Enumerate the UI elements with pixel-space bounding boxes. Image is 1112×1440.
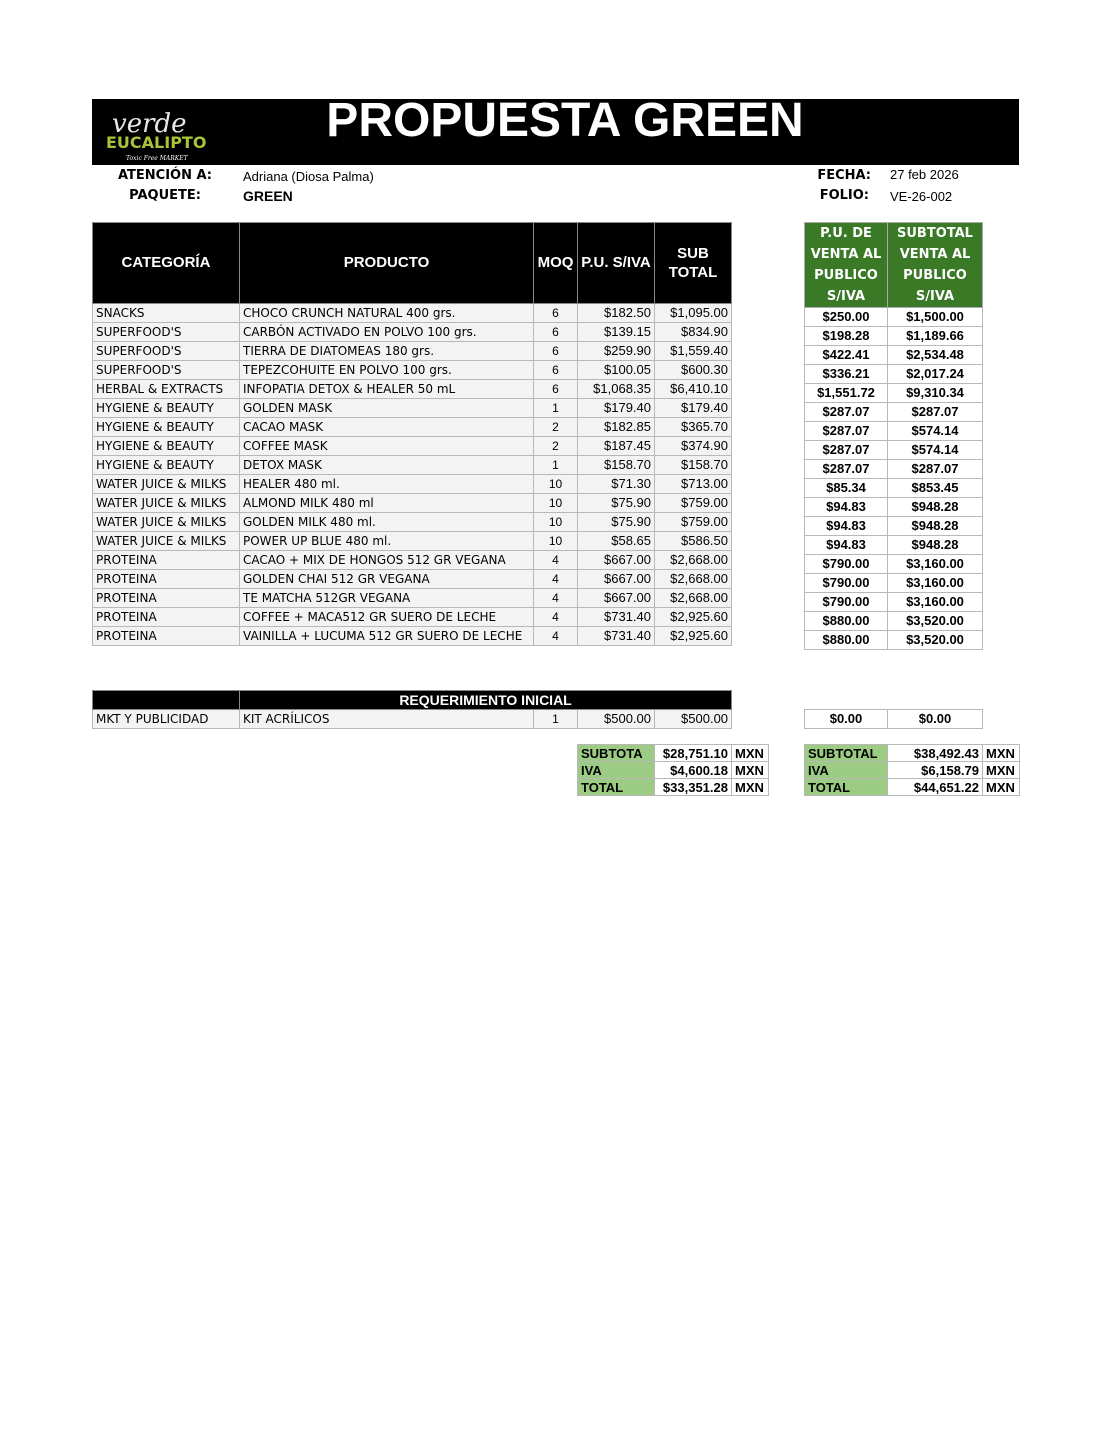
subtotal-label: SUBTOTA	[578, 745, 655, 762]
fecha-label: FECHA:	[817, 168, 871, 183]
public-unit-price: $287.07	[805, 460, 888, 479]
row-category: SUPERFOOD'S	[93, 323, 240, 342]
requirement-table	[92, 690, 732, 729]
row-moq: 6	[534, 323, 578, 342]
public-unit-price: $1,551.72	[805, 384, 888, 403]
public-table-row	[805, 327, 983, 346]
table-row	[93, 399, 732, 418]
public-subtotal: $948.28	[888, 498, 983, 517]
public-unit-price: $880.00	[805, 612, 888, 631]
row-product: DETOX MASK	[240, 456, 534, 475]
public-unit-price: $94.83	[805, 517, 888, 536]
row-category: PROTEINA	[93, 551, 240, 570]
table-row	[93, 475, 732, 494]
row-moq: 10	[534, 475, 578, 494]
public-table-row	[805, 403, 983, 422]
row-product: TEPEZCOHUITE EN POLVO 100 grs.	[240, 361, 534, 380]
table-row	[93, 494, 732, 513]
public-subtotal: $853.45	[888, 479, 983, 498]
row-unit-price: $71.30	[578, 475, 655, 494]
public-iva-currency: MXN	[983, 762, 1020, 779]
requirement-public-sub: $0.00	[888, 710, 983, 729]
row-unit-price: $75.90	[578, 513, 655, 532]
public-table-row	[805, 479, 983, 498]
subtotal-currency: MXN	[732, 745, 769, 762]
row-category: WATER JUICE & MILKS	[93, 532, 240, 551]
requirement-moq: 1	[534, 710, 578, 729]
public-subtotal: $9,310.34	[888, 384, 983, 403]
row-moq: 6	[534, 304, 578, 323]
folio-label: FOLIO:	[819, 188, 869, 203]
public-table-row	[805, 631, 983, 650]
row-category: SUPERFOOD'S	[93, 361, 240, 380]
public-table-row	[805, 517, 983, 536]
public-unit-price: $287.07	[805, 441, 888, 460]
row-product: HEALER 480 ml.	[240, 475, 534, 494]
row-subtotal: $713.00	[655, 475, 732, 494]
products-header-row	[93, 223, 732, 304]
row-unit-price: $100.05	[578, 361, 655, 380]
row-moq: 10	[534, 513, 578, 532]
table-row	[93, 551, 732, 570]
row-category: HYGIENE & BEAUTY	[93, 456, 240, 475]
row-unit-price: $667.00	[578, 551, 655, 570]
row-unit-price: $731.40	[578, 627, 655, 646]
row-subtotal: $2,925.60	[655, 608, 732, 627]
row-unit-price: $187.45	[578, 437, 655, 456]
row-moq: 4	[534, 608, 578, 627]
requirement-header: REQUERIMIENTO INICIAL	[240, 691, 732, 710]
public-subtotal: $3,160.00	[888, 555, 983, 574]
table-row	[93, 570, 732, 589]
public-unit-price: $198.28	[805, 327, 888, 346]
row-unit-price: $182.85	[578, 418, 655, 437]
products-table	[92, 222, 732, 646]
fecha-value: 27 feb 2026	[890, 167, 959, 182]
table-row	[93, 342, 732, 361]
requirement-prod: KIT ACRÍLICOS	[240, 710, 534, 729]
requirement-row	[93, 710, 732, 729]
row-moq: 4	[534, 627, 578, 646]
table-row	[93, 380, 732, 399]
public-subtotal: $3,520.00	[888, 612, 983, 631]
public-table-row	[805, 365, 983, 384]
requirement-sub: $500.00	[655, 710, 732, 729]
public-table-row	[805, 593, 983, 612]
row-moq: 4	[534, 589, 578, 608]
public-subtotal: $948.28	[888, 517, 983, 536]
row-moq: 4	[534, 551, 578, 570]
row-product: CARBÓN ACTIVADO EN POLVO 100 grs.	[240, 323, 534, 342]
row-unit-price: $182.50	[578, 304, 655, 323]
row-category: PROTEINA	[93, 608, 240, 627]
public-table-row	[805, 441, 983, 460]
subtotal-row	[578, 745, 769, 762]
public-total-label: TOTAL	[805, 779, 888, 796]
public-table-row	[805, 498, 983, 517]
row-moq: 1	[534, 456, 578, 475]
row-subtotal: $374.90	[655, 437, 732, 456]
public-unit-price: $94.83	[805, 498, 888, 517]
public-subtotal-row	[805, 745, 1020, 762]
row-moq: 2	[534, 418, 578, 437]
row-unit-price: $731.40	[578, 608, 655, 627]
public-subtotal: $574.14	[888, 441, 983, 460]
row-subtotal: $759.00	[655, 494, 732, 513]
public-subtotal: $1,189.66	[888, 327, 983, 346]
table-row	[93, 304, 732, 323]
row-moq: 6	[534, 361, 578, 380]
public-subtotal: $287.07	[888, 403, 983, 422]
public-table-row	[805, 612, 983, 631]
public-unit-price: $790.00	[805, 593, 888, 612]
row-moq: 10	[534, 494, 578, 513]
page-title: PROPUESTA GREEN	[326, 94, 804, 147]
table-row	[93, 361, 732, 380]
public-unit-price: $790.00	[805, 574, 888, 593]
public-unit-price: $422.41	[805, 346, 888, 365]
paquete-value: GREEN	[243, 188, 293, 204]
total-row	[578, 779, 769, 796]
public-unit-price: $790.00	[805, 555, 888, 574]
atencion-value: Adriana (Diosa Palma)	[243, 169, 374, 184]
row-unit-price: $58.65	[578, 532, 655, 551]
row-product: VAINILLA + LUCUMA 512 GR SUERO DE LECHE	[240, 627, 534, 646]
public-subtotal-label: SUBTOTAL	[805, 745, 888, 762]
requirement-public-table	[804, 709, 983, 729]
header-producto: PRODUCTO	[240, 223, 534, 304]
public-iva-row	[805, 762, 1020, 779]
row-unit-price: $158.70	[578, 456, 655, 475]
header-categoria: CATEGORÍA	[93, 223, 240, 304]
row-product: COFFEE MASK	[240, 437, 534, 456]
table-row	[93, 627, 732, 646]
row-subtotal: $2,925.60	[655, 627, 732, 646]
public-iva-value: $6,158.79	[888, 762, 983, 779]
table-row	[93, 323, 732, 342]
row-product: CACAO MASK	[240, 418, 534, 437]
requirement-header-row	[93, 691, 732, 710]
row-category: HYGIENE & BEAUTY	[93, 418, 240, 437]
paquete-label: PAQUETE:	[129, 188, 201, 203]
header-public-subtotal: SUBTOTAL VENTA AL PUBLICO S/IVA	[888, 223, 983, 308]
public-table-row	[805, 308, 983, 327]
public-total-value: $44,651.22	[888, 779, 983, 796]
row-category: HERBAL & EXTRACTS	[93, 380, 240, 399]
public-unit-price: $94.83	[805, 536, 888, 555]
requirement-public-row	[805, 710, 983, 729]
public-subtotal: $287.07	[888, 460, 983, 479]
row-product: GOLDEN MILK 480 ml.	[240, 513, 534, 532]
header-moq: MOQ	[534, 223, 578, 304]
subtotal-value: $28,751.10	[655, 745, 732, 762]
row-subtotal: $600.30	[655, 361, 732, 380]
public-unit-price: $85.34	[805, 479, 888, 498]
requirement-pu: $500.00	[578, 710, 655, 729]
total-currency: MXN	[732, 779, 769, 796]
row-moq: 4	[534, 570, 578, 589]
header-public-pu: P.U. DE VENTA AL PUBLICO S/IVA	[805, 223, 888, 308]
row-unit-price: $179.40	[578, 399, 655, 418]
public-unit-price: $250.00	[805, 308, 888, 327]
header-pu: P.U. S/IVA	[578, 223, 655, 304]
table-row	[93, 608, 732, 627]
public-unit-price: $287.07	[805, 403, 888, 422]
row-subtotal: $6,410.10	[655, 380, 732, 399]
row-category: PROTEINA	[93, 589, 240, 608]
table-row	[93, 456, 732, 475]
public-subtotal: $2,017.24	[888, 365, 983, 384]
row-unit-price: $1,068.35	[578, 380, 655, 399]
public-unit-price: $336.21	[805, 365, 888, 384]
public-subtotal: $3,160.00	[888, 593, 983, 612]
logo-tagline: Toxic Free MARKET	[126, 155, 188, 162]
row-category: SUPERFOOD'S	[93, 342, 240, 361]
row-subtotal: $158.70	[655, 456, 732, 475]
row-category: SNACKS	[93, 304, 240, 323]
public-totals-table	[804, 744, 1020, 796]
iva-value: $4,600.18	[655, 762, 732, 779]
row-subtotal: $2,668.00	[655, 589, 732, 608]
row-subtotal: $365.70	[655, 418, 732, 437]
row-moq: 1	[534, 399, 578, 418]
row-category: PROTEINA	[93, 570, 240, 589]
public-table-row	[805, 384, 983, 403]
row-unit-price: $139.15	[578, 323, 655, 342]
row-category: HYGIENE & BEAUTY	[93, 437, 240, 456]
row-product: POWER UP BLUE 480 ml.	[240, 532, 534, 551]
iva-currency: MXN	[732, 762, 769, 779]
logo-line2: EUCALIPTO	[106, 133, 207, 152]
table-row	[93, 513, 732, 532]
iva-row	[578, 762, 769, 779]
public-table-row	[805, 460, 983, 479]
row-moq: 10	[534, 532, 578, 551]
table-row	[93, 437, 732, 456]
header-subtotal: SUB TOTAL	[655, 223, 732, 304]
row-product: COFFEE + MACA512 GR SUERO DE LECHE	[240, 608, 534, 627]
row-moq: 6	[534, 342, 578, 361]
public-subtotal-currency: MXN	[983, 745, 1020, 762]
public-table-row	[805, 574, 983, 593]
public-subtotal: $2,534.48	[888, 346, 983, 365]
totals-table	[577, 744, 769, 796]
atencion-label: ATENCIÓN A:	[117, 168, 212, 183]
row-subtotal: $834.90	[655, 323, 732, 342]
folio-value: VE-26-002	[890, 189, 953, 204]
row-unit-price: $75.90	[578, 494, 655, 513]
table-row	[93, 418, 732, 437]
public-subtotal: $3,160.00	[888, 574, 983, 593]
public-table-row	[805, 555, 983, 574]
requirement-header-blank	[93, 691, 240, 710]
public-unit-price: $287.07	[805, 422, 888, 441]
row-category: HYGIENE & BEAUTY	[93, 399, 240, 418]
public-table-row	[805, 536, 983, 555]
logo-line1: verde	[112, 109, 187, 139]
row-category: WATER JUICE & MILKS	[93, 475, 240, 494]
row-unit-price: $667.00	[578, 589, 655, 608]
row-product: TIERRA DE DIATOMEAS 180 grs.	[240, 342, 534, 361]
public-subtotal: $574.14	[888, 422, 983, 441]
row-subtotal: $1,095.00	[655, 304, 732, 323]
public-total-currency: MXN	[983, 779, 1020, 796]
row-subtotal: $1,559.40	[655, 342, 732, 361]
row-subtotal: $2,668.00	[655, 570, 732, 589]
table-row	[93, 589, 732, 608]
iva-label: IVA	[578, 762, 655, 779]
row-moq: 2	[534, 437, 578, 456]
public-subtotal-value: $38,492.43	[888, 745, 983, 762]
total-value: $33,351.28	[655, 779, 732, 796]
verde-eucalipto-logo	[100, 100, 220, 164]
total-label: TOTAL	[578, 779, 655, 796]
row-product: GOLDEN CHAI 512 GR VEGANA	[240, 570, 534, 589]
row-category: WATER JUICE & MILKS	[93, 513, 240, 532]
row-unit-price: $667.00	[578, 570, 655, 589]
public-subtotal: $1,500.00	[888, 308, 983, 327]
requirement-public-pu: $0.00	[805, 710, 888, 729]
public-table-row	[805, 422, 983, 441]
row-unit-price: $259.90	[578, 342, 655, 361]
row-subtotal: $179.40	[655, 399, 732, 418]
requirement-cat: MKT Y PUBLICIDAD	[93, 710, 240, 729]
public-subtotal: $948.28	[888, 536, 983, 555]
row-category: PROTEINA	[93, 627, 240, 646]
row-product: CACAO + MIX DE HONGOS 512 GR VEGANA	[240, 551, 534, 570]
public-header-row	[805, 223, 983, 308]
row-moq: 6	[534, 380, 578, 399]
public-subtotal: $3,520.00	[888, 631, 983, 650]
row-subtotal: $759.00	[655, 513, 732, 532]
public-unit-price: $880.00	[805, 631, 888, 650]
row-subtotal: $2,668.00	[655, 551, 732, 570]
row-product: TE MATCHA 512GR VEGANA	[240, 589, 534, 608]
row-product: ALMOND MILK 480 ml	[240, 494, 534, 513]
row-product: GOLDEN MASK	[240, 399, 534, 418]
row-product: INFOPATIA DETOX & HEALER 50 mL	[240, 380, 534, 399]
public-total-row	[805, 779, 1020, 796]
row-category: WATER JUICE & MILKS	[93, 494, 240, 513]
public-price-table	[804, 222, 983, 650]
row-product: CHOCO CRUNCH NATURAL 400 grs.	[240, 304, 534, 323]
public-table-row	[805, 346, 983, 365]
table-row	[93, 532, 732, 551]
row-subtotal: $586.50	[655, 532, 732, 551]
public-iva-label: IVA	[805, 762, 888, 779]
